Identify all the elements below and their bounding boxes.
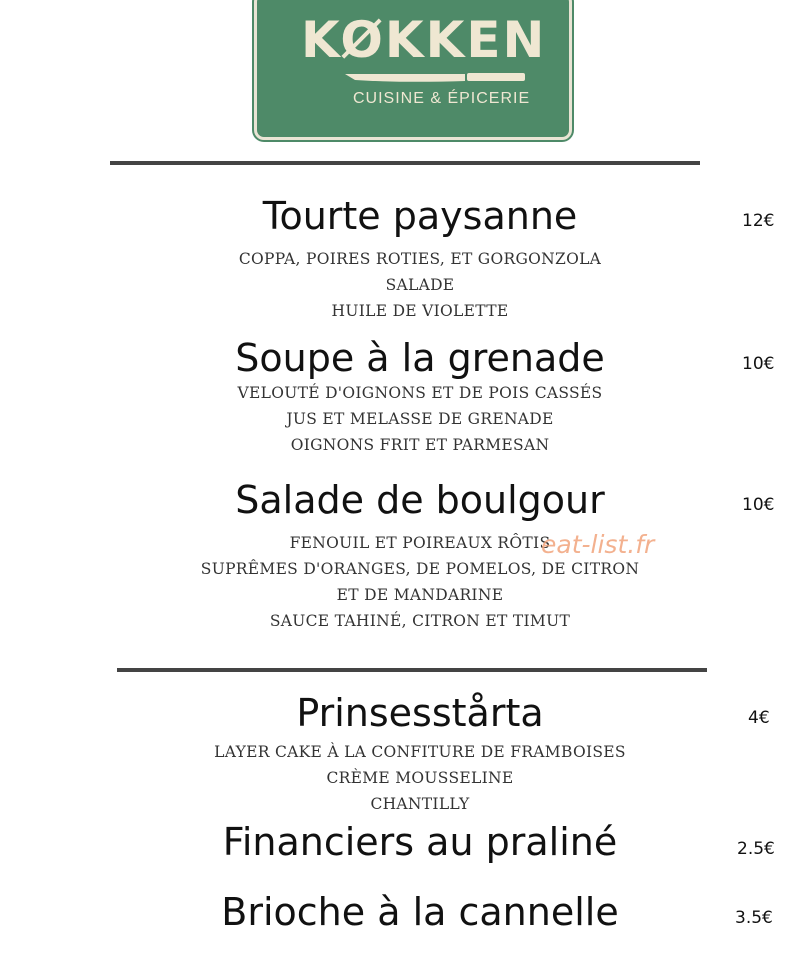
dish-name: Tourte paysanne [262,194,578,238]
dish-description [0,739,809,817]
description-line: OIGNONS FRIT ET PARMESAN [290,436,550,454]
dish-description [0,246,809,324]
description-line: VELOUTÉ D'OIGNONS ET DE POIS CASSÉS [237,384,603,402]
description-line: SUPRÊMES D'ORANGES, DE POMELOS, DE CITRON [200,560,640,578]
description-line: LAYER CAKE À LA CONFITURE DE FRAMBOISES [214,743,626,761]
dish-name: Prinsesstårta [296,691,544,735]
knife-icon [345,71,525,83]
dish-price: 3.5€ [735,908,773,928]
dish-price: 4€ [748,708,770,728]
watermark: eat-list.fr [541,530,655,559]
dish-price: 12€ [742,211,775,231]
dish-name: Brioche à la cannelle [221,890,619,934]
section-divider [110,161,700,165]
description-line: FENOUIL ET POIREAUX RÔTIS [289,534,551,552]
description-line: SALADE [385,276,455,294]
dish-price: 10€ [742,354,775,374]
dish-name: Financiers au praliné [222,820,618,864]
section-divider [117,668,707,672]
description-line: COPPA, POIRES ROTIES, ET GORGONZOLA [238,250,602,268]
description-line: CHANTILLY [370,795,470,813]
description-line: ET DE MANDARINE [336,586,504,604]
description-line: CRÈME MOUSSELINE [326,769,514,787]
logo-title: KØKKEN [301,11,547,69]
dish-name: Salade de boulgour [235,478,605,522]
logo-subtitle: CUISINE & ÉPICERIE [353,90,531,107]
dish-name: Soupe à la grenade [235,336,605,380]
restaurant-logo [254,0,572,140]
dish-price: 10€ [742,495,775,515]
description-line: JUS ET MELASSE DE GRENADE [286,410,554,428]
dish-price: 2.5€ [737,839,775,859]
description-line: SAUCE TAHINÉ, CITRON ET TIMUT [269,612,571,630]
dish-description [0,530,809,634]
description-line: HUILE DE VIOLETTE [331,302,509,320]
dish-description [0,380,809,458]
